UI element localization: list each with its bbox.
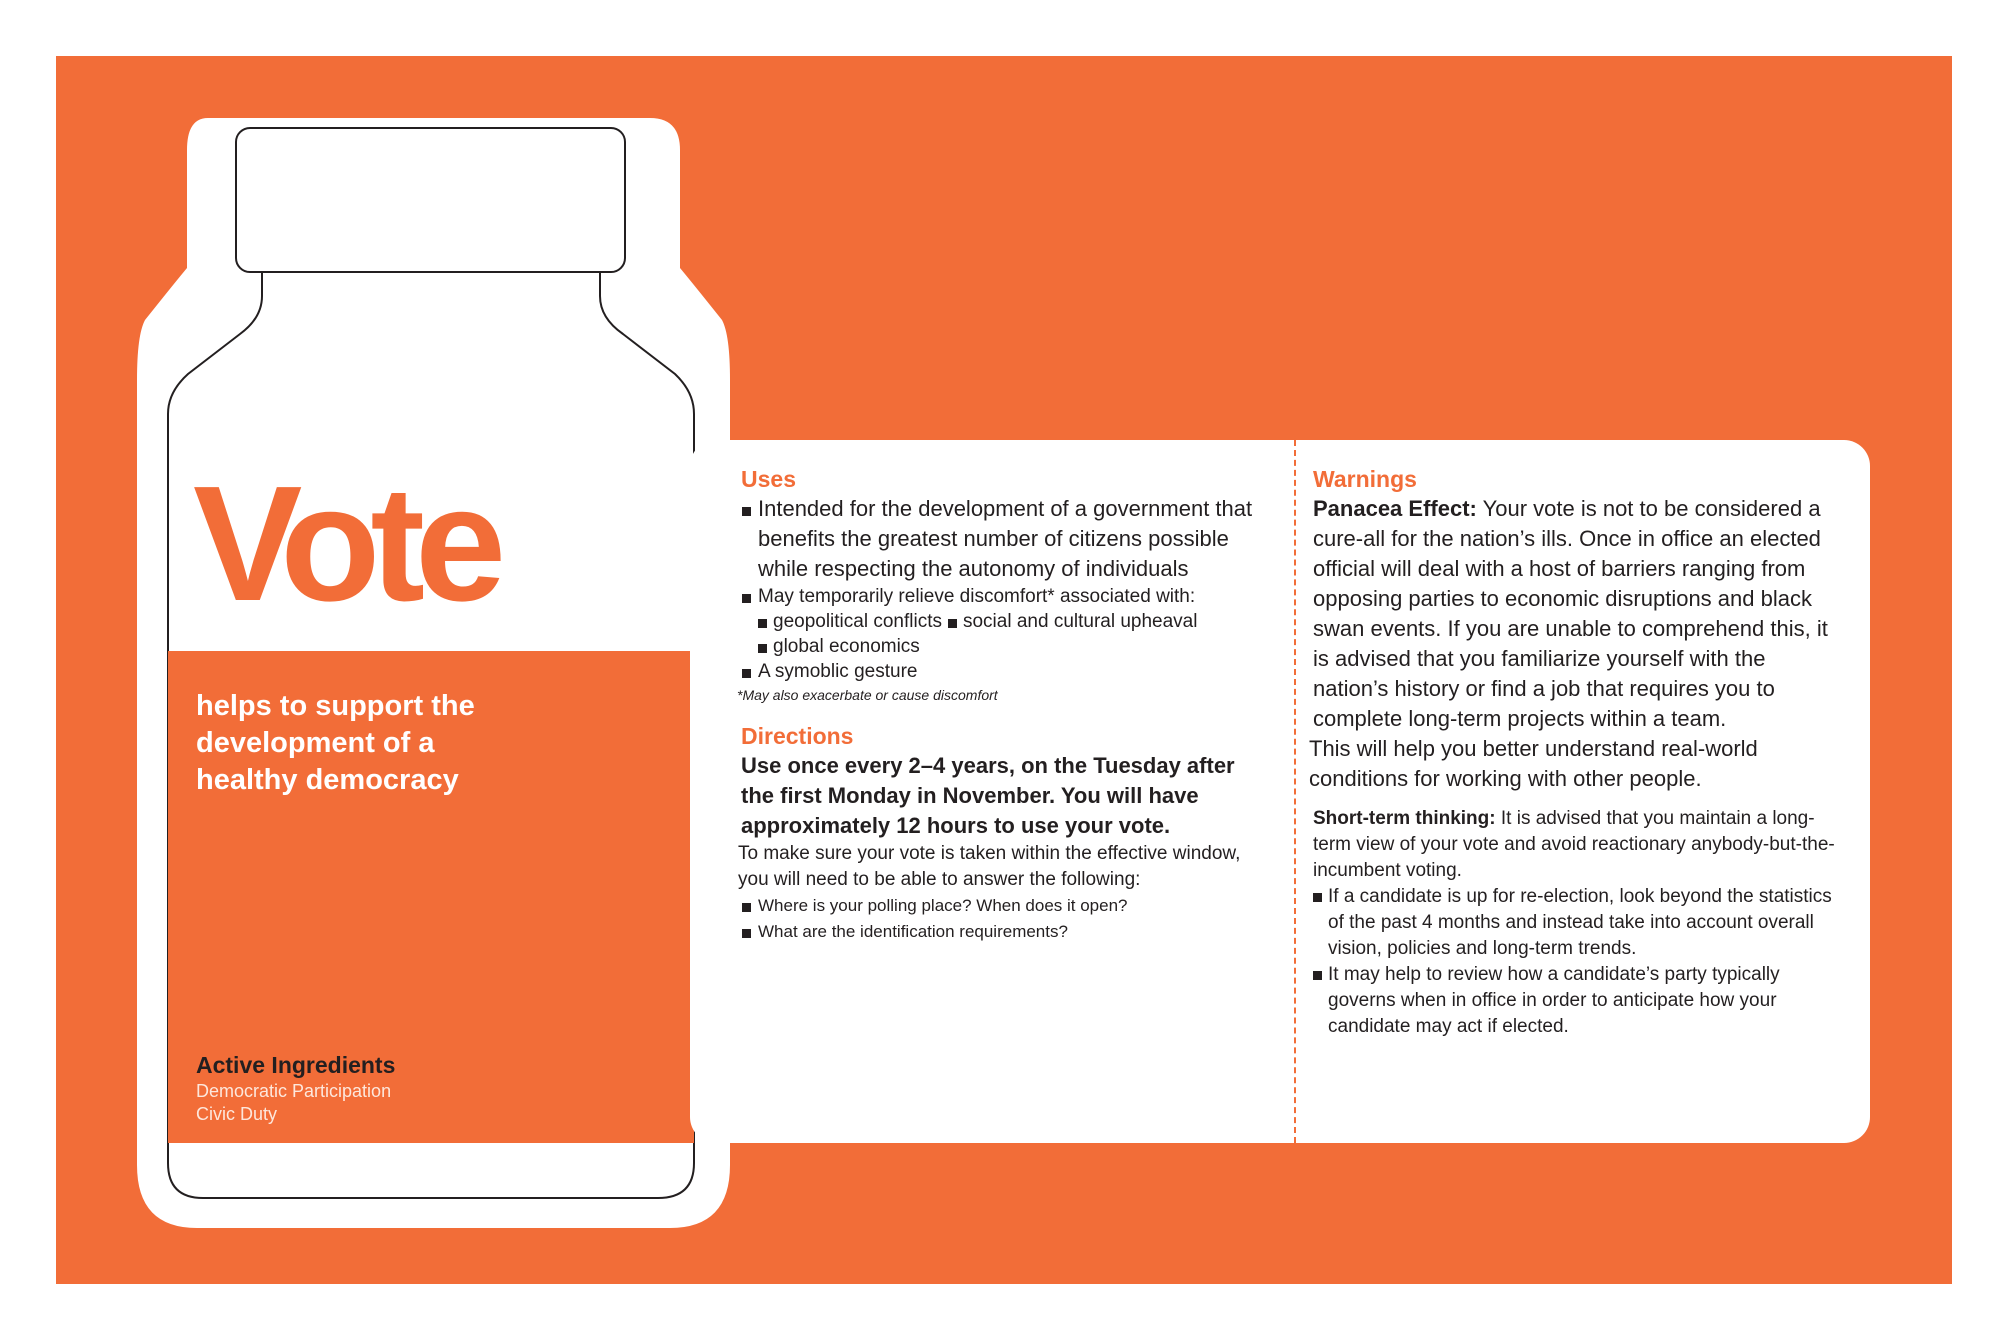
uses-item: A symoblic gesture xyxy=(741,659,1261,684)
uses-directions-column xyxy=(737,464,1261,945)
directions-item: What are the identification requirements? xyxy=(741,919,1261,945)
bottle-cap xyxy=(236,128,625,272)
tagline-line: healthy democracy xyxy=(196,764,459,796)
uses-sub-item: geopolitical conflicts xyxy=(758,609,942,634)
panacea-label: Panacea Effect: xyxy=(1313,496,1477,521)
warning-item: It may help to review how a candidate’s party typically governs when in office in order to anticipate how your candidate may act if elected. xyxy=(1313,962,1843,1040)
uses-sub-list xyxy=(741,609,1261,634)
ingredient-item: Democratic Participation xyxy=(196,1081,392,1101)
uses-sub-item: social and cultural upheaval xyxy=(948,609,1198,634)
short-term-label: Short-term thinking: xyxy=(1313,808,1496,829)
directions-item: Where is your polling place? When does it open? xyxy=(741,893,1261,919)
uses-sub-list xyxy=(741,634,1261,659)
panacea-text: Your vote is not to be considered a cure-all for the nation’s ills. Once in office an elected official will deal with a host of barriers ranging from opposing parties to economic disruptions and black swan events. If you are unable to comprehend this, it is advised that you familiarize yourself with the nation’s history or find a job that requires you to complete long-term projects within a team. xyxy=(1313,496,1828,731)
tagline-line: development of a xyxy=(196,727,435,759)
tagline xyxy=(196,688,576,799)
panacea-effect-warning xyxy=(1309,494,1843,794)
uses-item: Intended for the development of a government that benefits the greatest number of citizens possible while respecting the autonomy of individuals xyxy=(741,494,1261,584)
brand-word: Vote xyxy=(193,452,497,635)
uses-title: Uses xyxy=(741,466,796,492)
directions-text: To make sure your vote is taken within the effective window, you will need to be able to answer the following: xyxy=(738,843,1241,890)
directions-main-instruction: Use once every 2–4 years, on the Tuesday after the first Monday in November. You will have approximately 12 hours to use your vote. xyxy=(741,753,1235,838)
uses-footnote: *May also exacerbate or cause discomfort xyxy=(737,687,998,703)
uses-item: May temporarily relieve discomfort* associated with: xyxy=(741,584,1261,609)
warnings-column xyxy=(1309,464,1843,1040)
panacea-text-2: This will help you better understand real-world conditions for working with other people. xyxy=(1309,736,1758,791)
tagline-line: helps to support the xyxy=(196,690,475,722)
directions-title: Directions xyxy=(741,723,854,749)
uses-sub-item: global economics xyxy=(758,634,920,659)
short-term-warning xyxy=(1313,806,1843,884)
column-divider xyxy=(1294,440,1296,1143)
warning-item: If a candidate is up for re-election, look beyond the statistics of the past 4 months and instead take into account overall vision, policies and long-term trends. xyxy=(1313,884,1843,962)
short-term-text: It is advised that you maintain a long-term view of your vote and avoid reactionary anybody-but-the-incumbent voting. xyxy=(1313,808,1835,881)
ingredient-item: Civic Duty xyxy=(196,1104,278,1124)
active-ingredients xyxy=(196,1050,596,1126)
ingredients-title: Active Ingredients xyxy=(196,1052,396,1078)
warnings-title: Warnings xyxy=(1313,466,1417,492)
